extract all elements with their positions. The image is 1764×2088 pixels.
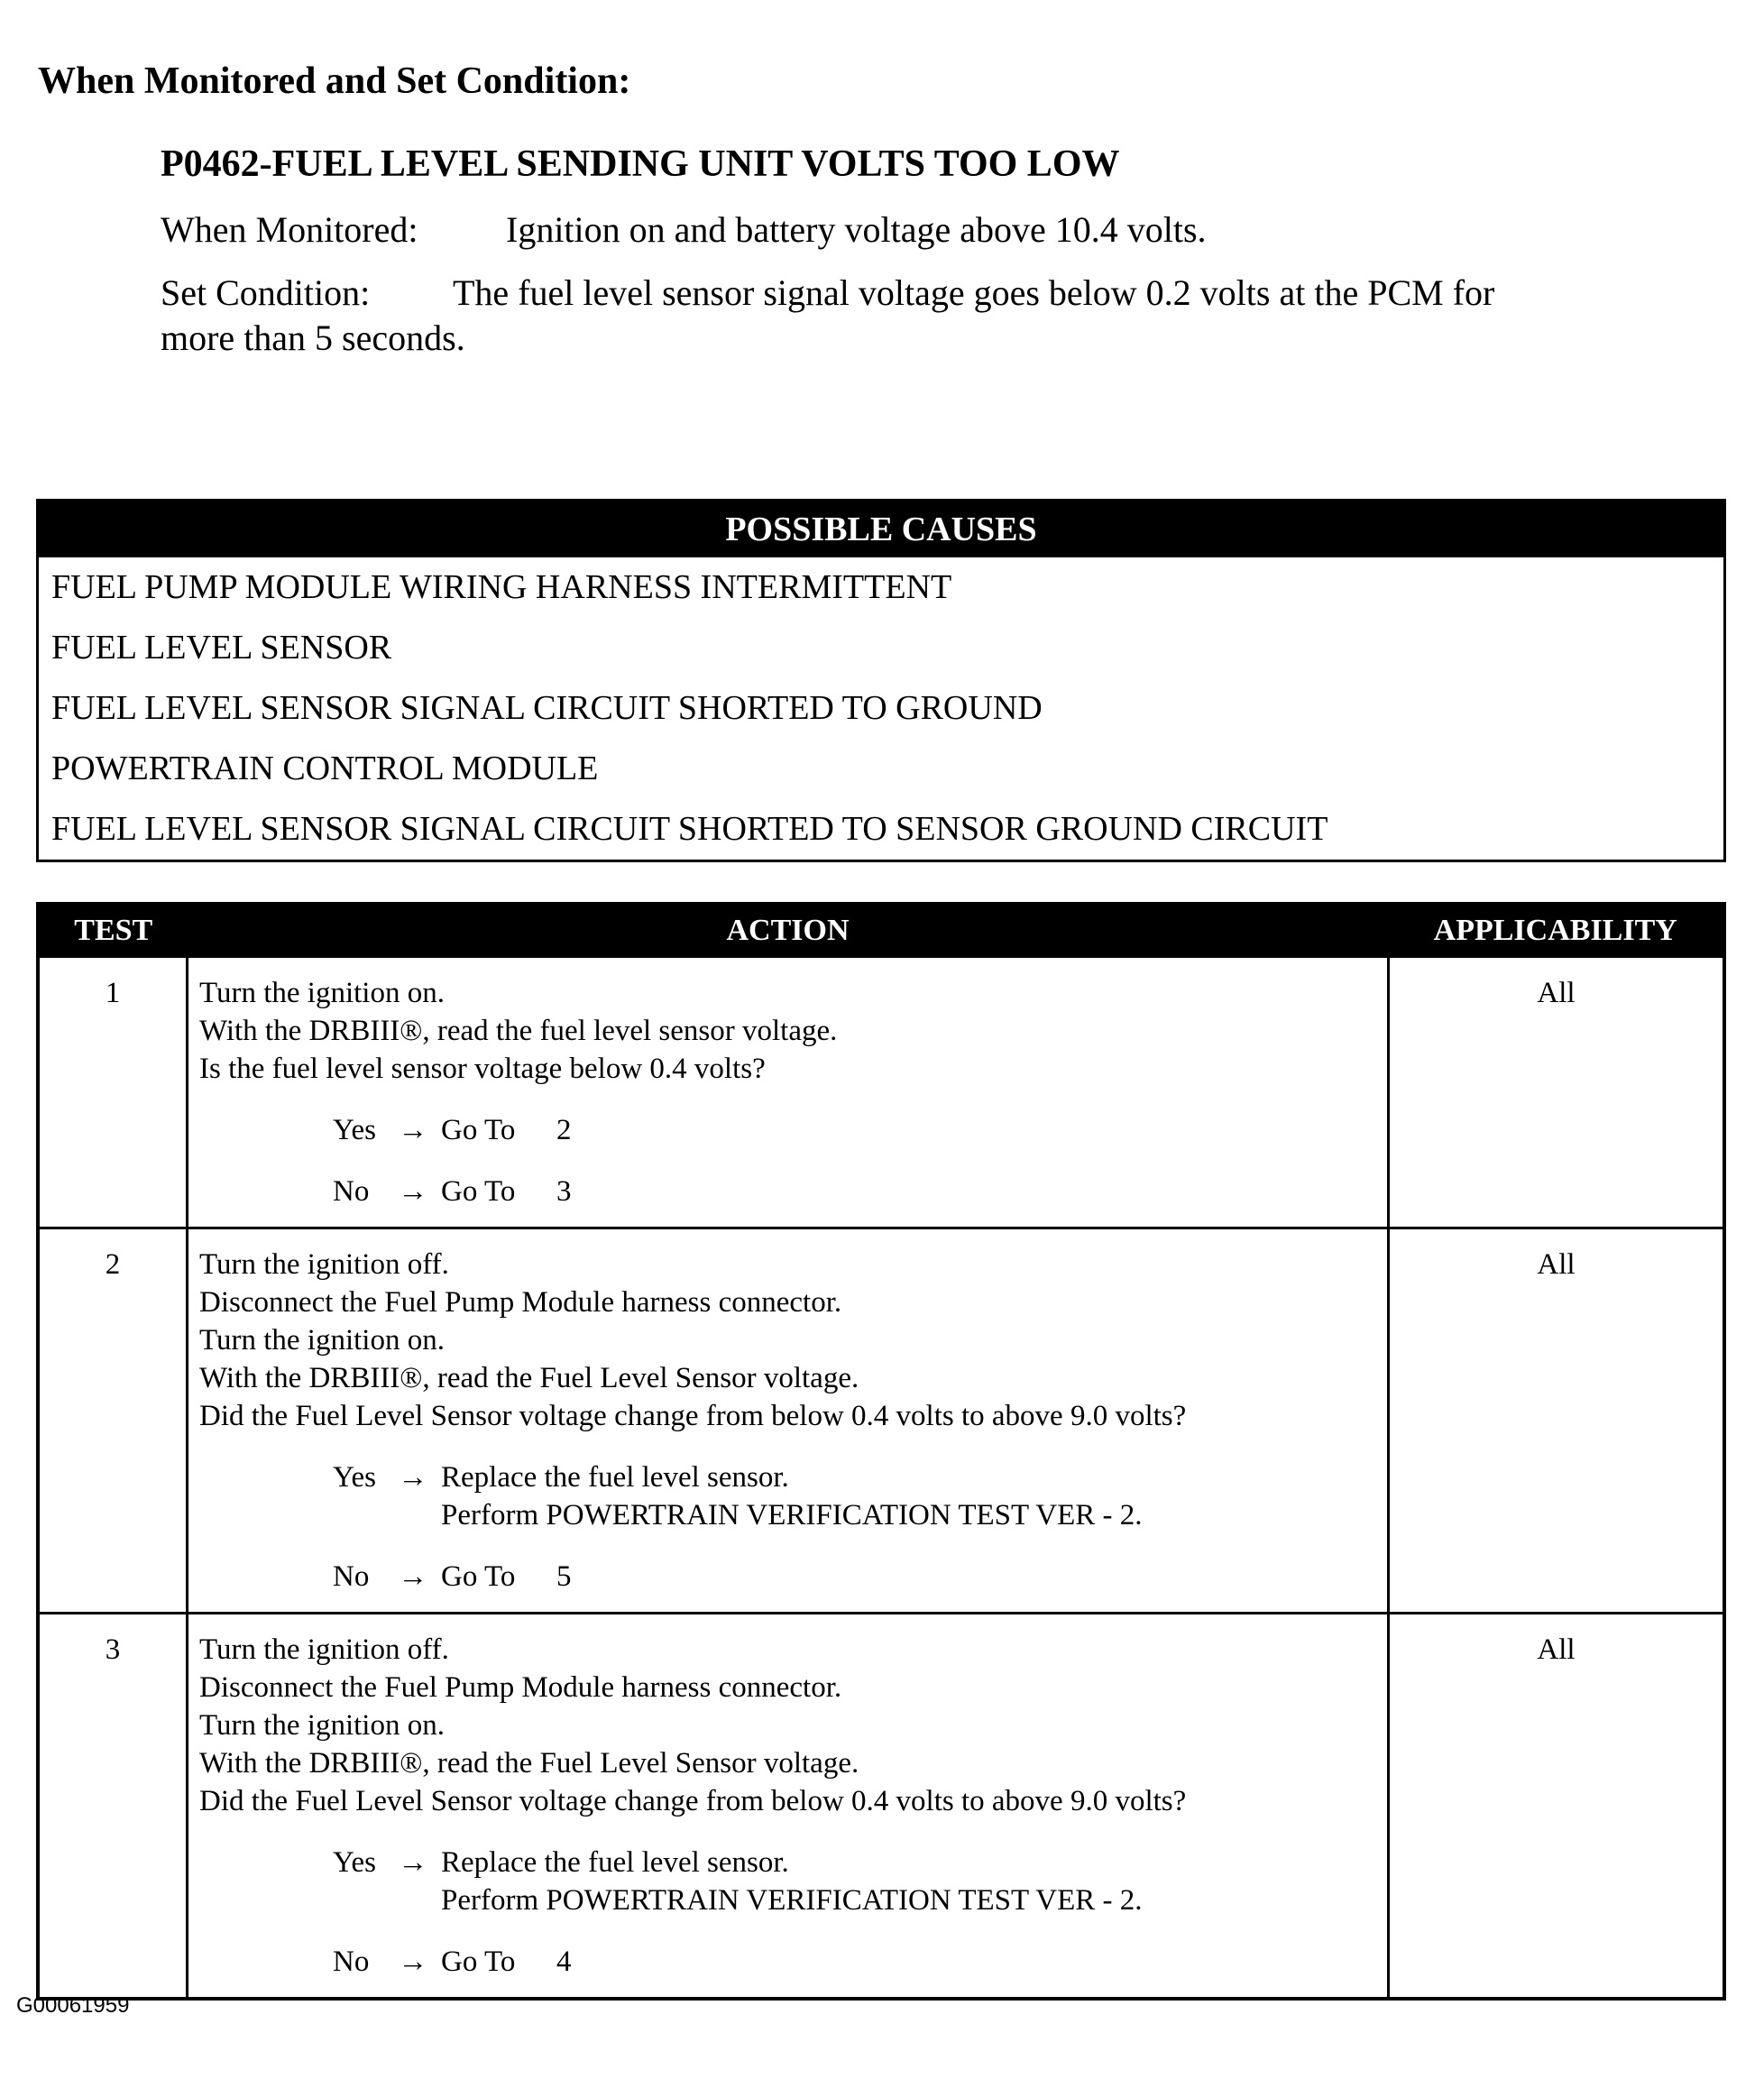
branch-instruction: Replace the fuel level sensor. — [441, 1846, 789, 1879]
test-number: 3 — [38, 1614, 188, 2000]
cause-item: FUEL LEVEL SENSOR SIGNAL CIRCUIT SHORTED TO SENSOR GROUND CIRCUIT — [51, 810, 1328, 848]
right-arrow-icon: → — [398, 1461, 428, 1494]
action-step: Turn the ignition off. — [199, 1633, 449, 1666]
yes-branch — [199, 1844, 1376, 1919]
goto-label: Go To — [441, 1945, 516, 1978]
action-step: Disconnect the Fuel Pump Module harness connector. — [199, 1286, 842, 1319]
right-arrow-icon: → — [398, 1846, 428, 1879]
right-arrow-icon: → — [398, 1114, 428, 1146]
action-cell — [188, 1614, 1389, 2000]
branch-instruction: Perform POWERTRAIN VERIFICATION TEST VER - 2. — [441, 1499, 1143, 1532]
action-step: Is the fuel level sensor voltage below 0.4 volts? — [199, 1053, 766, 1085]
action-cell — [188, 957, 1389, 1228]
branch-instruction: Perform POWERTRAIN VERIFICATION TEST VER - 2. — [441, 1884, 1143, 1917]
table-row — [38, 957, 1724, 1228]
action-step: Did the Fuel Level Sensor voltage change from below 0.4 volts to above 9.0 volts? — [199, 1400, 1187, 1432]
action-step: Turn the ignition on. — [199, 977, 445, 1009]
table-row — [38, 1614, 1724, 2000]
set-condition-text-2: more than 5 seconds. — [161, 317, 465, 358]
action-step: With the DRBIII®, read the Fuel Level Sensor voltage. — [199, 1362, 859, 1394]
right-arrow-icon: → — [398, 1175, 428, 1208]
goto-target: 3 — [556, 1175, 572, 1208]
test-table-header-row — [38, 904, 1724, 957]
right-arrow-icon: → — [398, 1560, 428, 1593]
goto-target: 2 — [556, 1114, 572, 1146]
section-heading: When Monitored and Set Condition: — [38, 60, 631, 102]
goto-label: Go To — [441, 1175, 516, 1208]
yes-label: Yes — [333, 1846, 377, 1879]
test-table — [36, 902, 1726, 2001]
goto-target: 5 — [556, 1560, 572, 1593]
possible-causes-header: POSSIBLE CAUSES — [39, 501, 1723, 557]
yes-branch — [199, 1458, 1376, 1534]
yes-branch — [199, 1111, 1376, 1149]
test-number: 2 — [38, 1228, 188, 1614]
goto-label: Go To — [441, 1560, 516, 1593]
action-cell — [188, 1228, 1389, 1614]
no-branch — [199, 1943, 1376, 1981]
figure-id: G00061959 — [16, 1993, 130, 2018]
action-step: Turn the ignition off. — [199, 1248, 449, 1281]
action-step: Disconnect the Fuel Pump Module harness connector. — [199, 1671, 842, 1704]
table-row — [38, 1228, 1724, 1614]
dtc-block — [161, 143, 1739, 379]
applicability-cell: All — [1389, 1228, 1725, 1614]
applicability-cell: All — [1389, 957, 1725, 1228]
possible-causes-table — [36, 499, 1726, 862]
goto-target: 4 — [556, 1945, 572, 1978]
no-branch — [199, 1173, 1376, 1210]
cause-item: FUEL PUMP MODULE WIRING HARNESS INTERMITTENT — [51, 568, 952, 606]
action-step: With the DRBIII®, read the fuel level sensor voltage. — [199, 1015, 838, 1047]
test-number: 1 — [38, 957, 188, 1228]
action-step: Turn the ignition on. — [199, 1324, 445, 1357]
set-condition — [161, 271, 1739, 361]
cause-item: POWERTRAIN CONTROL MODULE — [51, 750, 599, 787]
no-label: No — [333, 1175, 370, 1208]
right-arrow-icon: → — [398, 1945, 428, 1978]
applicability-cell: All — [1389, 1614, 1725, 2000]
when-monitored-label: When Monitored: — [161, 209, 418, 250]
set-condition-label: Set Condition: — [161, 272, 371, 313]
cause-item: FUEL LEVEL SENSOR — [51, 629, 392, 667]
no-label: No — [333, 1560, 370, 1593]
action-step: Turn the ignition on. — [199, 1709, 445, 1742]
action-step: With the DRBIII®, read the Fuel Level Sensor voltage. — [199, 1747, 859, 1780]
no-label: No — [333, 1945, 370, 1978]
goto-label: Go To — [441, 1114, 516, 1146]
action-step: Did the Fuel Level Sensor voltage change from below 0.4 volts to above 9.0 volts? — [199, 1785, 1187, 1817]
header-action: ACTION — [188, 904, 1389, 957]
set-condition-text: The fuel level sensor signal voltage goes below 0.2 volts at the PCM for — [453, 272, 1495, 313]
no-branch — [199, 1558, 1376, 1596]
dtc-title: P0462-FUEL LEVEL SENDING UNIT VOLTS TOO LOW — [161, 143, 1120, 185]
cause-item: FUEL LEVEL SENSOR SIGNAL CIRCUIT SHORTED TO GROUND — [51, 689, 1043, 727]
when-monitored-text: Ignition on and battery voltage above 10.4 volts. — [506, 209, 1207, 250]
header-test: TEST — [38, 904, 188, 957]
yes-label: Yes — [333, 1461, 377, 1494]
when-monitored — [161, 207, 1739, 253]
branch-instruction: Replace the fuel level sensor. — [441, 1461, 789, 1494]
yes-label: Yes — [333, 1114, 377, 1146]
header-applicability: APPLICABILITY — [1389, 904, 1725, 957]
